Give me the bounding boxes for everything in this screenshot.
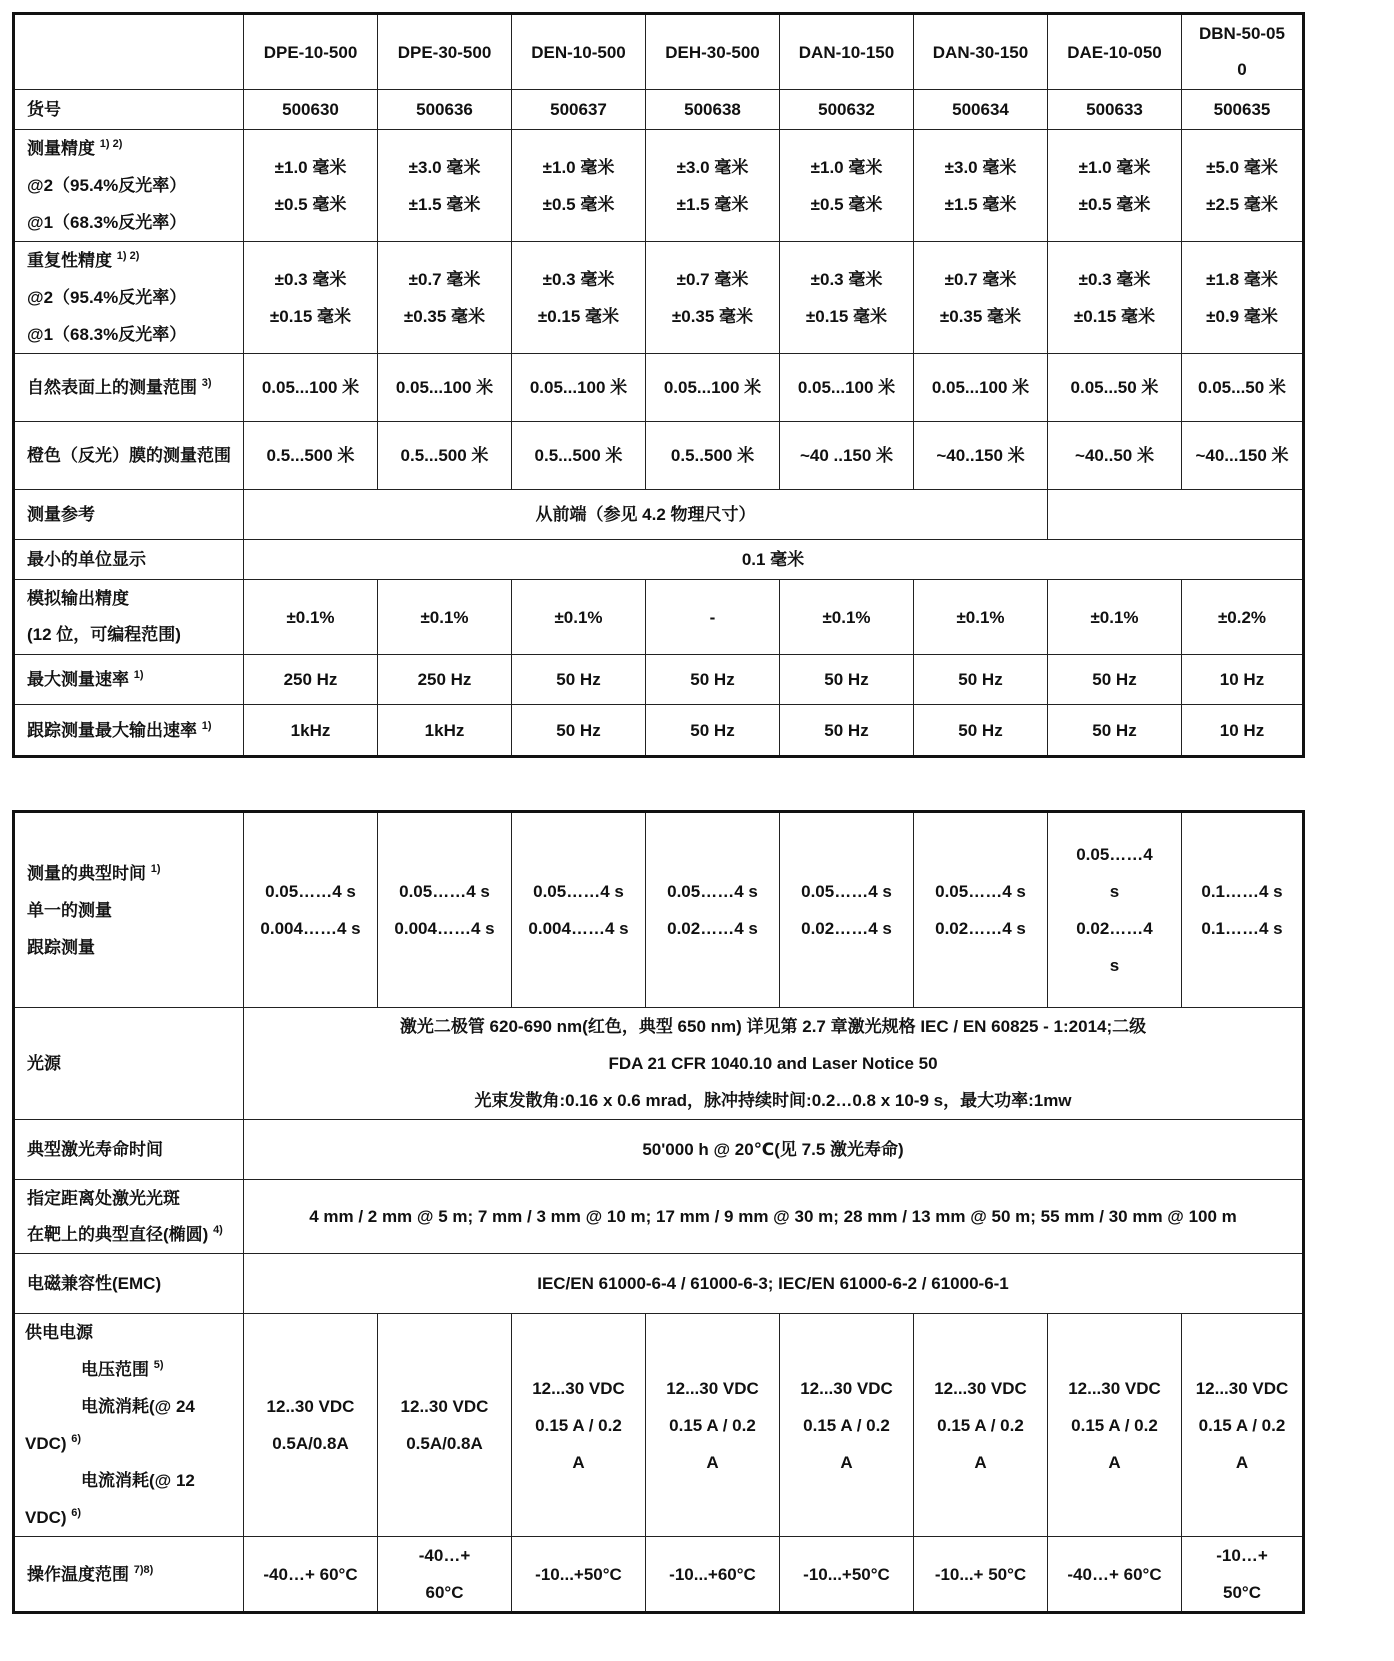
cell: ~40...150 米 <box>1182 422 1304 490</box>
cell: 500634 <box>914 90 1048 130</box>
cell: -40…+ 60°C <box>244 1537 378 1613</box>
cell: ±0.1% <box>914 580 1048 655</box>
row-accuracy <box>14 130 1304 242</box>
cell: 250 Hz <box>244 655 378 705</box>
cell: ±0.1% <box>512 580 646 655</box>
cell: ±0.3 毫米 ±0.15 毫米 <box>780 242 914 354</box>
header-row <box>14 14 1304 90</box>
row-laser-life <box>14 1120 1304 1180</box>
cell-merged: 50'000 h @ 20℃(见 7.5 激光寿命) <box>244 1120 1304 1180</box>
cell: ±0.1% <box>378 580 512 655</box>
cell: -10...+50°C <box>512 1537 646 1613</box>
row-light-source <box>14 1008 1304 1120</box>
cell: 0.05...100 米 <box>512 354 646 422</box>
cell: 0.05...100 米 <box>646 354 780 422</box>
cell: ±5.0 毫米 ±2.5 毫米 <box>1182 130 1304 242</box>
cell-empty <box>1048 490 1304 540</box>
row-label: 操作温度范围 $^{7)8)}$ <box>14 1537 244 1613</box>
cell: -10…+ 50°C <box>1182 1537 1304 1613</box>
cell: 0.5...500 米 <box>378 422 512 490</box>
row-label: 典型激光寿命时间 <box>14 1120 244 1180</box>
cell: ±1.0 毫米 ±0.5 毫米 <box>1048 130 1182 242</box>
row-emc <box>14 1254 1304 1314</box>
cell: 12...30 VDC 0.15 A / 0.2 A <box>780 1314 914 1537</box>
spec-table-part1 <box>12 12 1305 758</box>
cell: 1kHz <box>378 705 512 757</box>
row-spot-size <box>14 1180 1304 1254</box>
cell: ±0.7 毫米 ±0.35 毫米 <box>646 242 780 354</box>
row-label: 自然表面上的测量范围 $^{3)}$ <box>14 354 244 422</box>
cell: 12...30 VDC 0.15 A / 0.2 A <box>512 1314 646 1537</box>
cell-merged: 激光二极管 620-690 nm(红色，典型 650 nm) 详见第 2.7 章激光规格 IEC / EN 60825 - 1:2014;二级 FDA 21 CFR 1040.10 and Laser Notice 50 光束发散角:0.16 x 0.6 mrad，脉冲持续时间:0.2…0.8 x 10-9 s，最大功率:1mw <box>244 1008 1304 1120</box>
cell: 0.5...500 米 <box>512 422 646 490</box>
row-label: 模拟输出精度 (12 位，可编程范围) <box>14 580 244 655</box>
cell: 50 Hz <box>646 705 780 757</box>
row-label: 指定距离处激光光斑 在靶上的典型直径(椭圆) $^{4)}$ <box>14 1180 244 1254</box>
cell: 12...30 VDC 0.15 A / 0.2 A <box>914 1314 1048 1537</box>
cell: 0.05……4 s 0.004……4 s <box>512 812 646 1008</box>
cell-merged: 从前端（参见 4.2 物理尺寸） <box>244 490 1048 540</box>
cell-merged: 4 mm / 2 mm @ 5 m; 7 mm / 3 mm @ 10 m; 17 mm / 9 mm @ 30 m; 28 mm / 13 mm @ 50 m; 55 mm / 30 mm @ 100 m <box>244 1180 1304 1254</box>
row-reflective-range <box>14 422 1304 490</box>
cell: 0.5..500 米 <box>646 422 780 490</box>
spec-table-part2 <box>12 810 1305 1614</box>
cell: ±0.3 毫米 ±0.15 毫米 <box>512 242 646 354</box>
cell: ±0.1% <box>244 580 378 655</box>
row-label: 最大测量速率 $^{1)}$ <box>14 655 244 705</box>
cell: 0.05...100 米 <box>378 354 512 422</box>
cell: 0.05……4 s 0.02……4 s <box>646 812 780 1008</box>
cell: ±0.2% <box>1182 580 1304 655</box>
cell: 0.05……4 s 0.004……4 s <box>378 812 512 1008</box>
cell: 0.05...100 米 <box>780 354 914 422</box>
cell: 10 Hz <box>1182 705 1304 757</box>
cell: -40…+ 60°C <box>378 1537 512 1613</box>
cell: 50 Hz <box>512 705 646 757</box>
cell: 0.05...100 米 <box>914 354 1048 422</box>
row-label: 最小的单位显示 <box>14 540 244 580</box>
cell: ±1.0 毫米 ±0.5 毫米 <box>244 130 378 242</box>
row-label: 测量参考 <box>14 490 244 540</box>
header-model: DAN-30-150 <box>914 14 1048 90</box>
row-part-no <box>14 90 1304 130</box>
cell: ±3.0 毫米 ±1.5 毫米 <box>914 130 1048 242</box>
cell: 12..30 VDC 0.5A/0.8A <box>244 1314 378 1537</box>
cell: 0.05……4 s 0.004……4 s <box>244 812 378 1008</box>
row-natural-range <box>14 354 1304 422</box>
cell: - <box>646 580 780 655</box>
cell: ~40..150 米 <box>914 422 1048 490</box>
cell: ±0.1% <box>1048 580 1182 655</box>
header-model: DEN-10-500 <box>512 14 646 90</box>
cell: -10...+ 50°C <box>914 1537 1048 1613</box>
row-label: 电磁兼容性(EMC) <box>14 1254 244 1314</box>
cell: ~40..50 米 <box>1048 422 1182 490</box>
cell: 250 Hz <box>378 655 512 705</box>
cell: 500635 <box>1182 90 1304 130</box>
cell: 12...30 VDC 0.15 A / 0.2 A <box>1048 1314 1182 1537</box>
cell: ±0.3 毫米 ±0.15 毫米 <box>1048 242 1182 354</box>
cell: 500636 <box>378 90 512 130</box>
row-label: 橙色（反光）膜的测量范围 <box>14 422 244 490</box>
cell: 50 Hz <box>646 655 780 705</box>
row-label: 光源 <box>14 1008 244 1120</box>
cell: 50 Hz <box>914 655 1048 705</box>
cell: 12...30 VDC 0.15 A / 0.2 A <box>646 1314 780 1537</box>
cell: 0.05……4 s 0.02……4 s <box>914 812 1048 1008</box>
cell: ±0.1% <box>780 580 914 655</box>
header-model: DPE-10-500 <box>244 14 378 90</box>
cell: 500630 <box>244 90 378 130</box>
header-model: DAN-10-150 <box>780 14 914 90</box>
row-power <box>14 1314 1304 1537</box>
cell: 12..30 VDC 0.5A/0.8A <box>378 1314 512 1537</box>
cell: 50 Hz <box>1048 655 1182 705</box>
header-corner <box>14 14 244 90</box>
cell: 50 Hz <box>780 655 914 705</box>
cell: 0.1……4 s 0.1……4 s <box>1182 812 1304 1008</box>
row-max-rate <box>14 655 1304 705</box>
cell: -10...+60°C <box>646 1537 780 1613</box>
row-temperature <box>14 1537 1304 1613</box>
row-label: 跟踪测量最大输出速率 $^{1)}$ <box>14 705 244 757</box>
header-model: DAE-10-050 <box>1048 14 1182 90</box>
cell: ±3.0 毫米 ±1.5 毫米 <box>646 130 780 242</box>
cell: 0.05...50 米 <box>1182 354 1304 422</box>
cell: 0.05……4 s 0.02……4 s <box>780 812 914 1008</box>
row-label: 测量的典型时间 $^{1)}$ 单一的测量 跟踪测量 <box>14 812 244 1008</box>
cell: 10 Hz <box>1182 655 1304 705</box>
cell: ±0.7 毫米 ±0.35 毫米 <box>914 242 1048 354</box>
cell: ±1.0 毫米 ±0.5 毫米 <box>780 130 914 242</box>
cell: 0.5...500 米 <box>244 422 378 490</box>
cell: ±0.7 毫米 ±0.35 毫米 <box>378 242 512 354</box>
header-model: DEH-30-500 <box>646 14 780 90</box>
row-typical-time <box>14 812 1304 1008</box>
cell: ±1.8 毫米 ±0.9 毫米 <box>1182 242 1304 354</box>
cell: ±1.0 毫米 ±0.5 毫米 <box>512 130 646 242</box>
row-analog <box>14 580 1304 655</box>
row-label: 测量精度 $^{1) 2)}$ @2（95.4%反光率） @1（68.3%反光率） <box>14 130 244 242</box>
cell: 50 Hz <box>914 705 1048 757</box>
cell: ±3.0 毫米 ±1.5 毫米 <box>378 130 512 242</box>
cell-merged: IEC/EN 61000-6-4 / 61000-6-3; IEC/EN 61000-6-2 / 61000-6-1 <box>244 1254 1304 1314</box>
cell: 500637 <box>512 90 646 130</box>
cell: ~40 ..150 米 <box>780 422 914 490</box>
row-repeatability <box>14 242 1304 354</box>
cell: 0.05...50 米 <box>1048 354 1182 422</box>
row-track-rate <box>14 705 1304 757</box>
row-reference <box>14 490 1304 540</box>
cell: 500632 <box>780 90 914 130</box>
cell: -10...+50°C <box>780 1537 914 1613</box>
cell-merged: 0.1 毫米 <box>244 540 1304 580</box>
cell: ±0.3 毫米 ±0.15 毫米 <box>244 242 378 354</box>
cell: 0.05...100 米 <box>244 354 378 422</box>
cell: 1kHz <box>244 705 378 757</box>
header-model: DBN-50-05 0 <box>1182 14 1304 90</box>
cell: 50 Hz <box>512 655 646 705</box>
row-label: 供电电源 电压范围 $^{5)}$ 电流消耗(@ 24 VDC) $^{6)}$ 电流消耗(@ 12 VDC) $^{6)}$ <box>14 1314 244 1537</box>
header-model: DPE-30-500 <box>378 14 512 90</box>
row-label: 重复性精度 $^{1) 2)}$ @2（95.4%反光率） @1（68.3%反光率） <box>14 242 244 354</box>
cell: 0.05……4 s 0.02……4 s <box>1048 812 1182 1008</box>
cell: 500633 <box>1048 90 1182 130</box>
row-min-unit <box>14 540 1304 580</box>
cell: 12...30 VDC 0.15 A / 0.2 A <box>1182 1314 1304 1537</box>
row-label: 货号 <box>14 90 244 130</box>
cell: 500638 <box>646 90 780 130</box>
cell: 50 Hz <box>1048 705 1182 757</box>
cell: 50 Hz <box>780 705 914 757</box>
cell: -40…+ 60°C <box>1048 1537 1182 1613</box>
